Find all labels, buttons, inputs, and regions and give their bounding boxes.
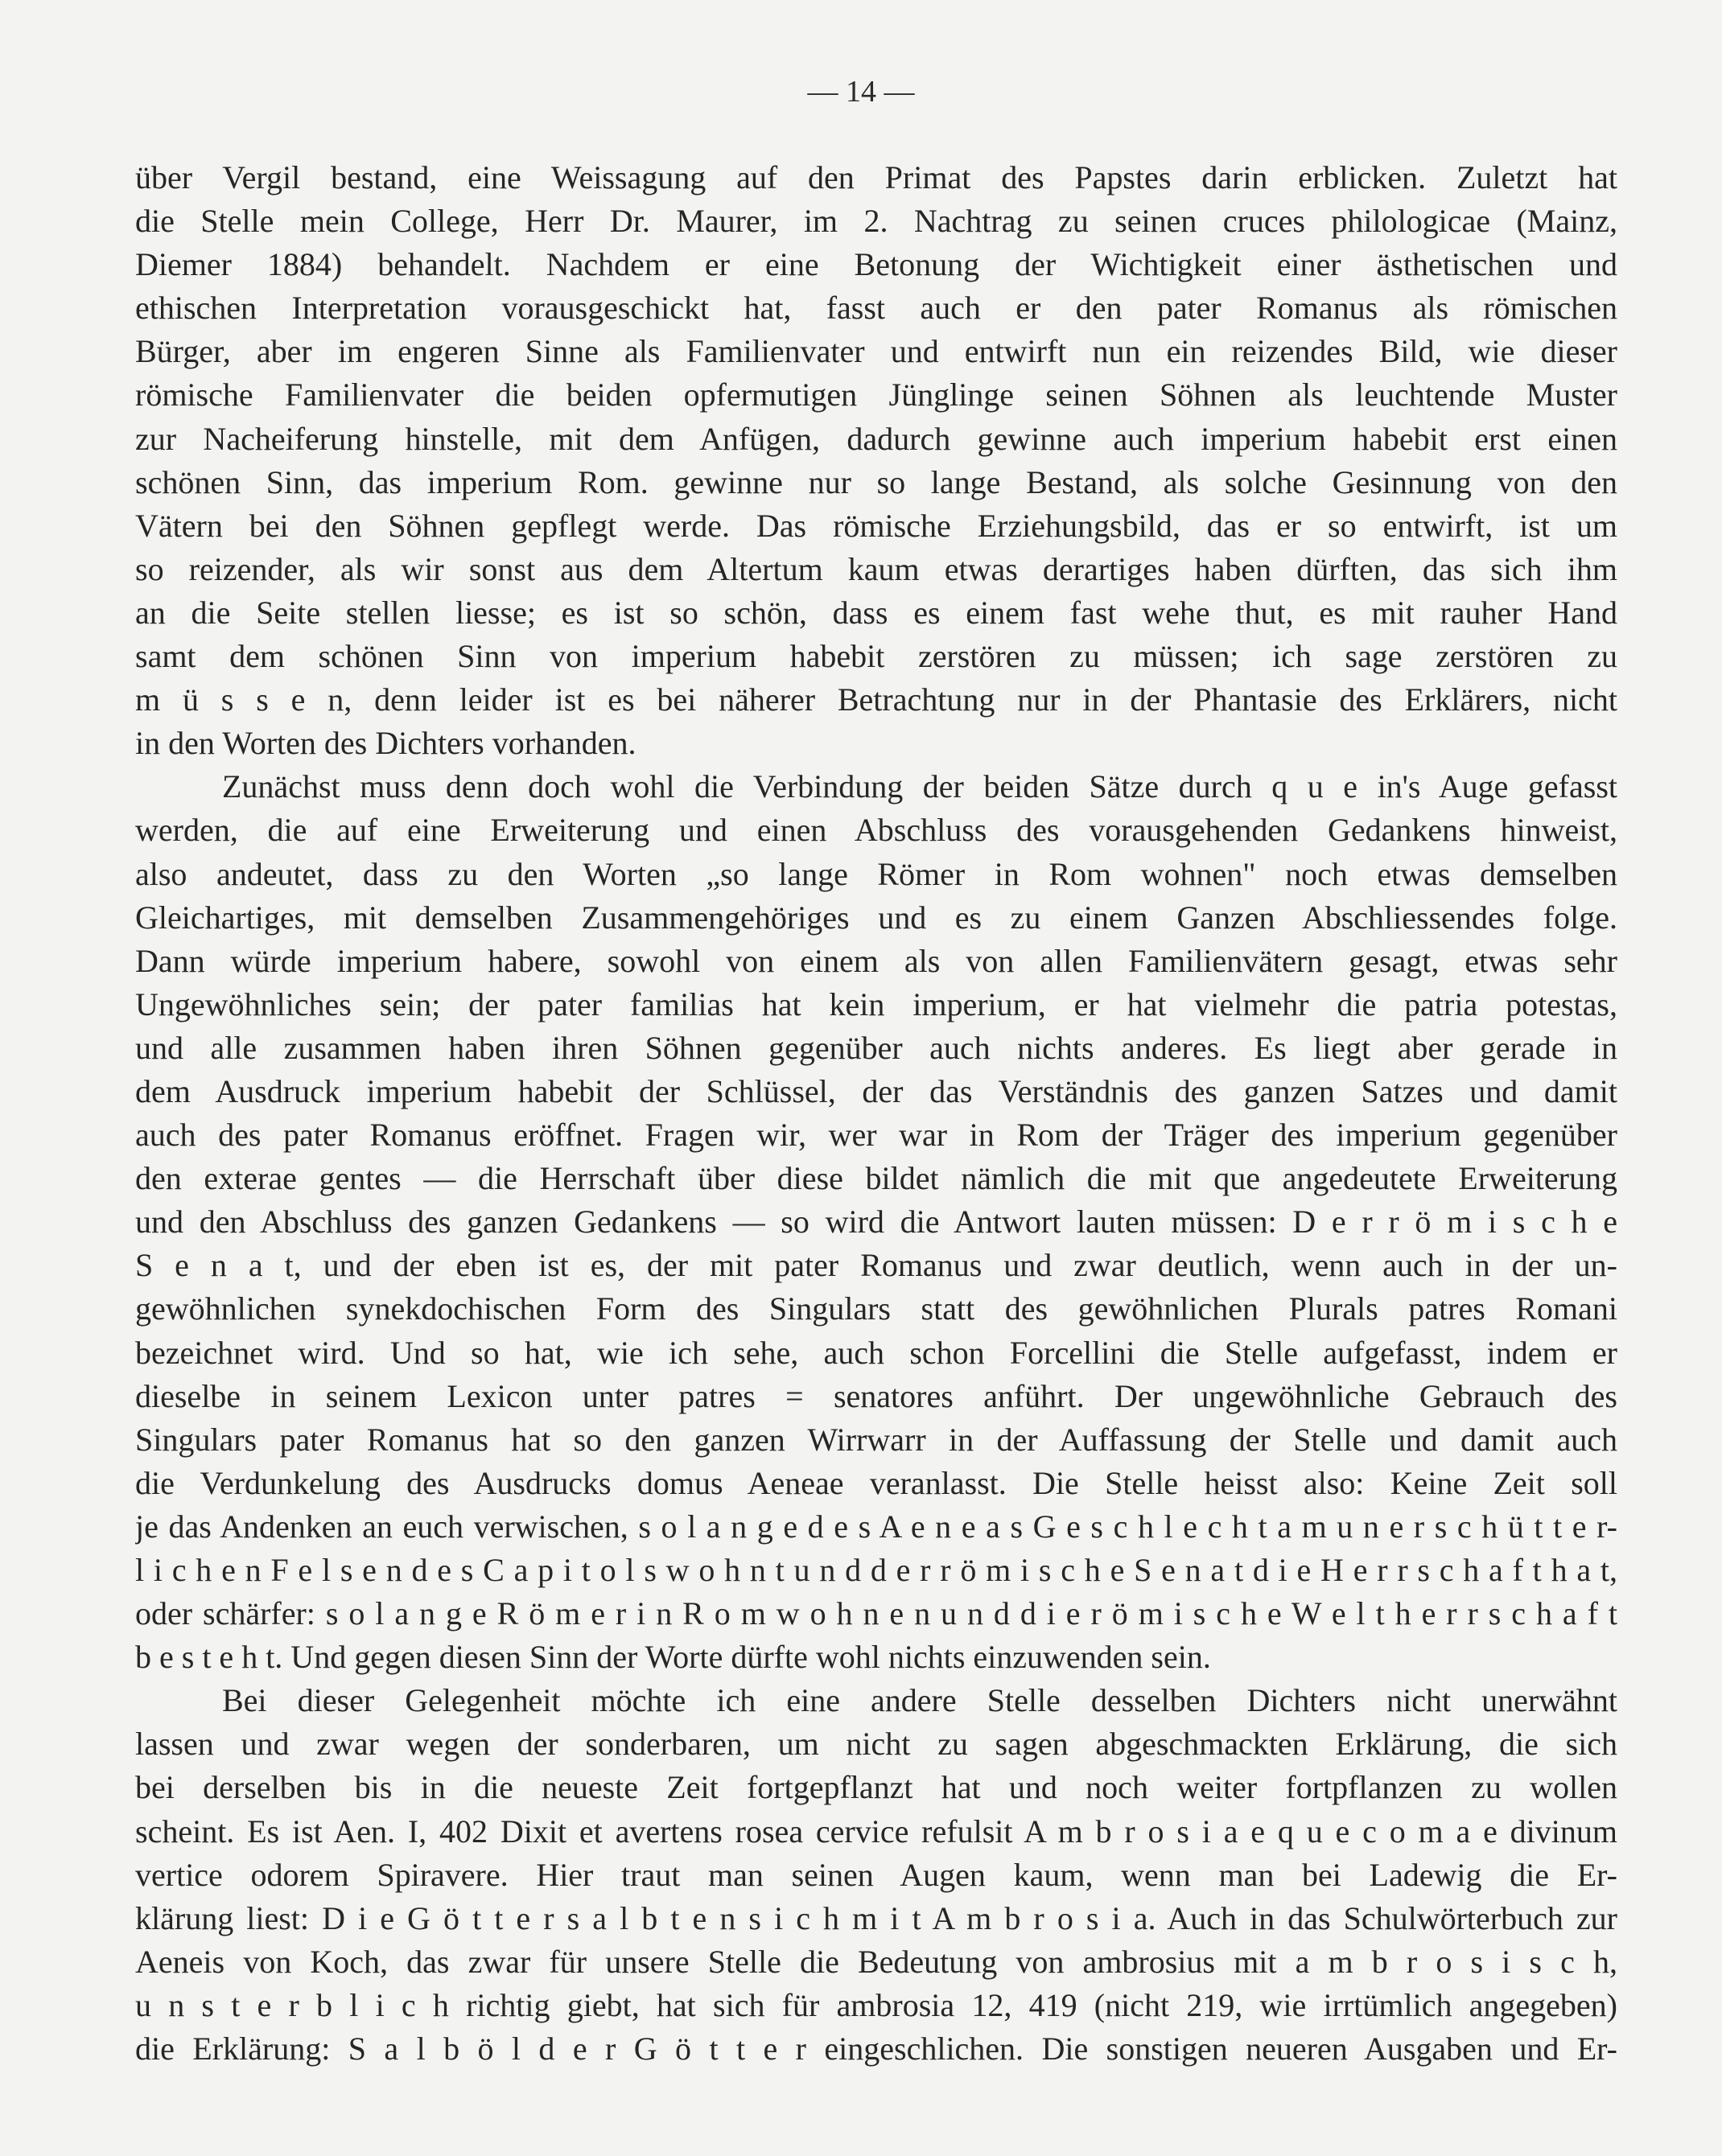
text-line: also andeutet, dass zu den Worten „so lange Römer in Rom wohnen" noch etwas demselben	[135, 855, 1617, 892]
text-line: Dann würde imperium habere, sowohl von einem als von allen Familienvätern gesagt, etwas sehr	[135, 942, 1617, 979]
text-line: an die Seite stellen liesse; es ist so schön, dass es einem fast wehe thut, es mit rauher Hand	[135, 594, 1617, 631]
text-line: m ü s s e n, denn leider ist es bei näherer Betrachtung nur in der Phantasie des Erklärers, nicht	[135, 681, 1617, 718]
text-line: Zunächst muss denn doch wohl die Verbindung der beiden Sätze durch q u e in's Auge gefasst	[222, 768, 1617, 805]
text-line: gewöhnlichen synekdochischen Form des Singulars statt des gewöhnlichen Plurals patres Romani	[135, 1290, 1617, 1327]
text-line: schönen Sinn, das imperium Rom. gewinne nur so lange Bestand, als solche Gesinnung von den	[135, 463, 1617, 500]
text-line: b e s t e h t. Und gegen diesen Sinn der Worte dürfte wohl nichts einzuwenden sein.	[135, 1639, 1211, 1676]
text-line: l i c h e n F e l s e n d e s C a p i t o l s w o h n t u n d d e r r ö m i s c h e S e n a t d i e H e r r s c h a f t h a t,	[135, 1552, 1617, 1588]
text-line: klärung liest: D i e G ö t t e r s a l b t e n s i c h m i t A m b r o s i a. Auch in das Schulwörterbuch zur	[135, 1899, 1617, 1936]
body-text	[135, 156, 1617, 2071]
text-line: über Vergil bestand, eine Weissagung auf den Primat des Papstes darin erblicken. Zuletzt hat	[135, 159, 1617, 195]
text-line: Vätern bei den Söhnen gepflegt werde. Das römische Erziehungsbild, das er so entwirft, ist um	[135, 507, 1617, 544]
text-line: den exterae gentes — die Herrschaft über diese bildet nämlich die mit que angedeutete Erweiterung	[135, 1160, 1617, 1197]
text-line: die Stelle mein College, Herr Dr. Maurer, im 2. Nachtrag zu seinen cruces philologicae (Mainz,	[135, 203, 1617, 240]
text-line: die Verdunkelung des Ausdrucks domus Aeneae veranlasst. Die Stelle heisst also: Keine Zeit soll	[135, 1464, 1617, 1501]
text-line: und den Abschluss des ganzen Gedankens — so wird die Antwort lauten müssen: D e r r ö m i s c h e	[135, 1203, 1617, 1241]
page-number: — 14 —	[807, 75, 915, 109]
text-line: Ungewöhnliches sein; der pater familias hat kein imperium, er hat vielmehr die patria potestas,	[135, 985, 1617, 1022]
text-line: ethischen Interpretation vorausgeschickt hat, fasst auch er den pater Romanus als römischen	[135, 290, 1617, 327]
text-line: römische Familienvater die beiden opfermutigen Jünglinge seinen Söhnen als leuchtende Muster	[135, 376, 1617, 414]
text-line: bei derselben bis in die neueste Zeit fortgepflanzt hat und noch weiter fortpflanzen zu wollen	[135, 1769, 1617, 1806]
text-line: vertice odorem Spiravere. Hier traut man seinen Augen kaum, wenn man bei Ladewig die Er-	[135, 1856, 1617, 1893]
text-line: samt dem schönen Sinn von imperium habebit zerstören zu müssen; ich sage zerstören zu	[135, 638, 1617, 675]
text-line: je das Andenken an euch verwischen, s o l a n g e d e s A e n e a s G e s c h l e c h t a m u n e r s c h ü t t e r-	[135, 1508, 1617, 1545]
text-line: Gleichartiges, mit demselben Zusammengehöriges und es zu einem Ganzen Abschliessendes folge.	[135, 899, 1617, 936]
text-line: Aeneis von Koch, das zwar für unsere Stelle die Bedeutung von ambrosius mit a m b r o s i s c h,	[135, 1943, 1617, 1980]
text-line: auch des pater Romanus eröffnet. Fragen wir, wer war in Rom der Träger des imperium gegenüber	[135, 1117, 1617, 1154]
text-line: bezeichnet wird. Und so hat, wie ich sehe, auch schon Forcellini die Stelle aufgefasst, indem er	[135, 1334, 1617, 1371]
text-line: und alle zusammen haben ihren Söhnen gegenüber auch nichts anderes. Es liegt aber gerade in	[135, 1029, 1617, 1066]
text-line: scheint. Es ist Aen. I, 402 Dixit et avertens rosea cervice refulsit A m b r o s i a e q u e c o m a e divinum	[135, 1812, 1617, 1849]
text-line: Bürger, aber im engeren Sinne als Familienvater und entwirft nun ein reizendes Bild, wie dieser	[135, 333, 1617, 370]
text-line: Singulars pater Romanus hat so den ganzen Wirrwarr in der Auffassung der Stelle und damit auch	[135, 1421, 1617, 1458]
text-line: dem Ausdruck imperium habebit der Schlüssel, der das Verständnis des ganzen Satzes und damit	[135, 1072, 1617, 1109]
text-line: Diemer 1884) behandelt. Nachdem er eine Betonung der Wichtigkeit einer ästhetischen und	[135, 246, 1617, 283]
text-line: lassen und zwar wegen der sonderbaren, um nicht zu sagen abgeschmackten Erklärung, die sich	[135, 1726, 1617, 1763]
text-line: oder schärfer: s o l a n g e R ö m e r i n R o m w o h n e n u n d d i e r ö m i s c h e W e l t h e r r s c h a f t	[135, 1595, 1617, 1632]
text-line: Bei dieser Gelegenheit möchte ich eine andere Stelle desselben Dichters nicht unerwähnt	[222, 1682, 1617, 1719]
text-line: u n s t e r b l i c h richtig giebt, hat sich für ambrosia 12, 419 (nicht 219, wie irrtümlich angegeben)	[135, 1986, 1617, 2023]
text-line: S e n a t, und der eben ist es, der mit pater Romanus und zwar deutlich, wenn auch in der un-	[135, 1247, 1617, 1284]
text-line: in den Worten des Dichters vorhanden.	[135, 725, 636, 762]
text-line: zur Nacheiferung hinstelle, mit dem Anfügen, dadurch gewinne auch imperium habebit erst einen	[135, 420, 1617, 457]
text-line: so reizender, als wir sonst aus dem Altertum kaum etwas derartiges haben dürften, das sich ihm	[135, 550, 1617, 587]
text-line: die Erklärung: S a l b ö l d e r G ö t t e r eingeschlichen. Die sonstigen neueren Ausgaben und Er-	[135, 2031, 1617, 2068]
text-line: dieselbe in seinem Lexicon unter patres = senatores anführt. Der ungewöhnliche Gebrauch des	[135, 1377, 1617, 1414]
text-line: werden, die auf eine Erweiterung und einen Abschluss des vorausgehenden Gedankens hinweist,	[135, 812, 1617, 849]
